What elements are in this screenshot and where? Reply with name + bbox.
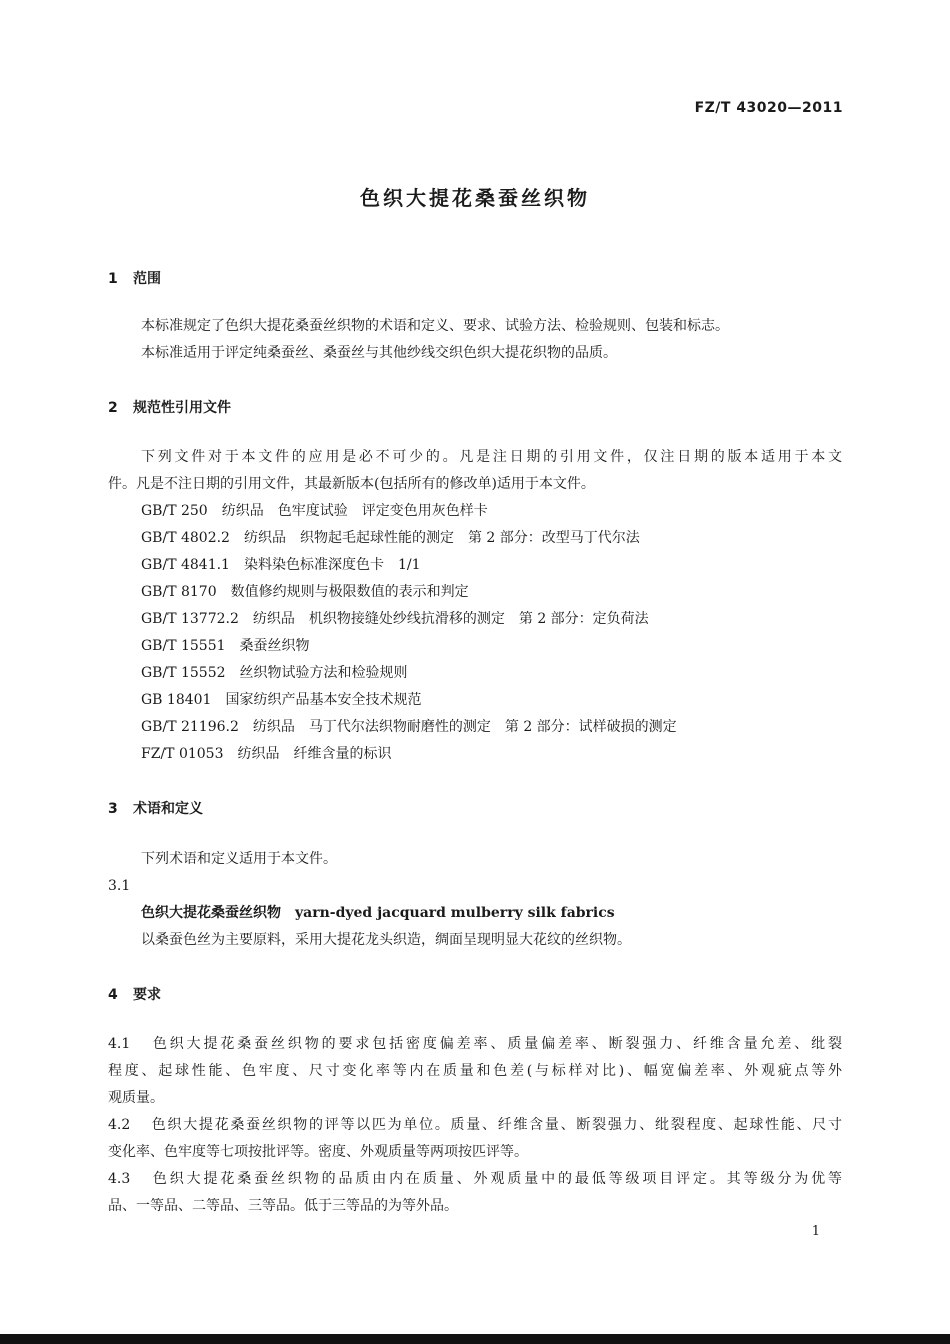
reference-code: GB/T 21196.2 bbox=[141, 719, 239, 735]
clause-text: 色织大提花桑蚕丝织物的品质由内在质量、外观质量中的最低等级项目评定。其等级分为优等 bbox=[150, 1171, 842, 1187]
reference-code: GB/T 4841.1 bbox=[141, 557, 230, 573]
reference-code: GB/T 15552 bbox=[141, 665, 226, 681]
clause-line: 观质量。 bbox=[108, 1090, 164, 1106]
section-title: 规范性引用文件 bbox=[133, 400, 231, 416]
standard-code: FZ/T 43020—2011 bbox=[694, 100, 843, 116]
reference-title: 纺织品 马丁代尔法织物耐磨性的测定 第 2 部分：试样破损的测定 bbox=[252, 719, 677, 735]
paragraph-line: 件。凡是不注日期的引用文件，其最新版本(包括所有的修改单)适用于本文件。 bbox=[108, 476, 595, 492]
paragraph-line: 下列文件对于本文件的应用是必不可少的。凡是注日期的引用文件，仅注日期的版本适用于本文 bbox=[141, 449, 842, 465]
paragraph: 本标准规定了色织大提花桑蚕丝织物的术语和定义、要求、试验方法、检验规则、包装和标志。 bbox=[141, 318, 729, 334]
section-title: 范围 bbox=[133, 271, 161, 287]
term-number: 3.1 bbox=[108, 878, 131, 894]
section-3-heading bbox=[108, 798, 203, 818]
reference-code: GB/T 15551 bbox=[141, 638, 226, 654]
term-english: yarn-dyed jacquard mulberry silk fabrics bbox=[295, 905, 615, 921]
reference-code: GB/T 250 bbox=[141, 503, 208, 519]
section-1-heading bbox=[108, 268, 161, 288]
section-2-heading bbox=[108, 397, 231, 417]
section-number: 2 bbox=[108, 400, 118, 416]
section-number: 1 bbox=[108, 271, 118, 287]
reference-title: 染料染色标准深度色卡 1/1 bbox=[243, 557, 421, 573]
reference-title: 数值修约规则与极限数值的表示和判定 bbox=[230, 584, 469, 600]
clause-text: 色织大提花桑蚕丝织物的要求包括密度偏差率、质量偏差率、断裂强力、纤维含量允差、纰裂 bbox=[150, 1036, 842, 1052]
section-title: 要求 bbox=[133, 987, 161, 1003]
paragraph: 下列术语和定义适用于本文件。 bbox=[141, 851, 337, 867]
reference-title: 纺织品 织物起毛起球性能的测定 第 2 部分：改型马丁代尔法 bbox=[243, 530, 640, 546]
section-number: 4 bbox=[108, 987, 118, 1003]
clause-number: 4.3 bbox=[108, 1171, 131, 1187]
clause-line: 程度、起球性能、色牢度、尺寸变化率等内在质量和色差(与标样对比)、幅宽偏差率、外观疵点等外 bbox=[108, 1063, 842, 1079]
reference-item bbox=[141, 555, 421, 575]
clause-line bbox=[108, 1115, 842, 1135]
reference-item bbox=[141, 744, 391, 764]
reference-item bbox=[141, 663, 408, 683]
clause-line bbox=[108, 1034, 842, 1054]
reference-title: 纺织品 机织物接缝处纱线抗滑移的测定 第 2 部分：定负荷法 bbox=[252, 611, 649, 627]
reference-code: GB/T 8170 bbox=[141, 584, 217, 600]
reference-title: 桑蚕丝织物 bbox=[239, 638, 310, 654]
clause-number: 4.2 bbox=[108, 1117, 131, 1133]
reference-item bbox=[141, 690, 421, 710]
term-chinese: 色织大提花桑蚕丝织物 bbox=[141, 905, 281, 921]
clause-text: 色织大提花桑蚕丝织物的评等以匹为单位。质量、纤维含量、断裂强力、纰裂程度、起球性能、尺寸 bbox=[150, 1117, 842, 1133]
paragraph: 本标准适用于评定纯桑蚕丝、桑蚕丝与其他纱线交织色织大提花织物的品质。 bbox=[141, 345, 617, 361]
term-entry bbox=[141, 903, 615, 923]
section-number: 3 bbox=[108, 801, 118, 817]
page-number: 1 bbox=[811, 1224, 820, 1239]
clause-line: 变化率、色牢度等七项按批评等。密度、外观质量等两项按匹评等。 bbox=[108, 1144, 528, 1160]
reference-title: 纺织品 纤维含量的标识 bbox=[237, 746, 392, 762]
clause-line: 品、一等品、二等品、三等品。低于三等品的为等外品。 bbox=[108, 1198, 458, 1214]
bottom-border bbox=[0, 1334, 950, 1344]
reference-item bbox=[141, 528, 640, 548]
section-title: 术语和定义 bbox=[133, 801, 203, 817]
reference-title: 纺织品 色牢度试验 评定变色用灰色样卡 bbox=[221, 503, 488, 519]
reference-item bbox=[141, 501, 488, 521]
reference-code: GB 18401 bbox=[141, 692, 212, 708]
reference-item bbox=[141, 609, 649, 629]
reference-item bbox=[141, 636, 310, 656]
clause-line bbox=[108, 1169, 842, 1189]
reference-code: GB/T 4802.2 bbox=[141, 530, 230, 546]
reference-title: 丝织物试验方法和检验规则 bbox=[239, 665, 408, 681]
term-definition: 以桑蚕色丝为主要原料，采用大提花龙头织造，绸面呈现明显大花纹的丝织物。 bbox=[141, 932, 631, 948]
reference-code: FZ/T 01053 bbox=[141, 746, 224, 762]
document-title: 色织大提花桑蚕丝织物 bbox=[360, 186, 590, 210]
reference-item bbox=[141, 717, 677, 737]
section-4-heading bbox=[108, 984, 161, 1004]
reference-code: GB/T 13772.2 bbox=[141, 611, 239, 627]
reference-title: 国家纺织产品基本安全技术规范 bbox=[225, 692, 422, 708]
clause-number: 4.1 bbox=[108, 1036, 131, 1052]
reference-item bbox=[141, 582, 469, 602]
